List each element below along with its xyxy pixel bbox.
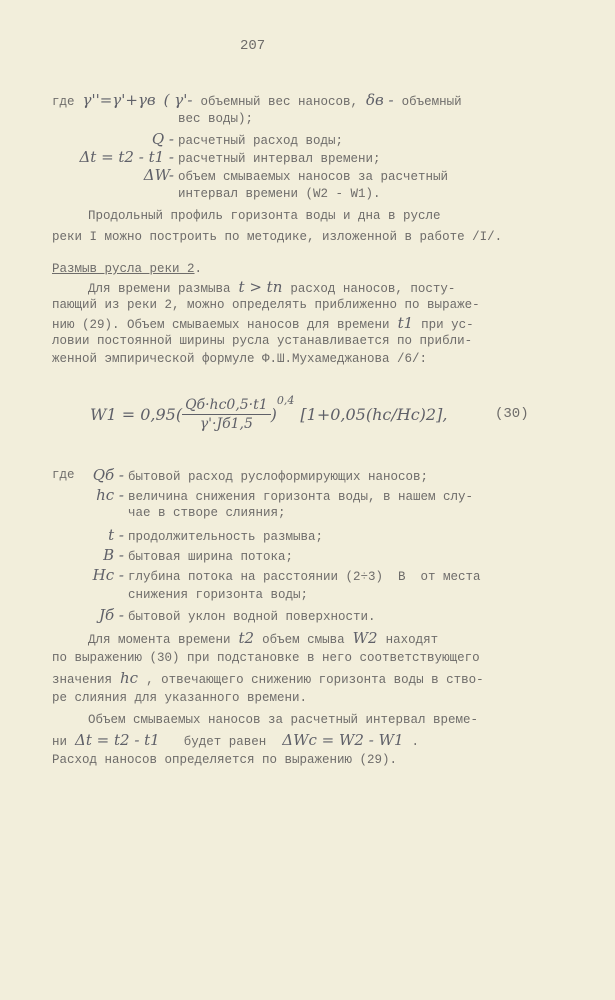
definition-item [84, 505, 286, 521]
equation-numerator: Qб·hc0,5·t1 [182, 396, 271, 415]
paragraph-line: реки I можно построить по методике, изложенной в работе /I/. [52, 230, 503, 244]
definition-text: бытовой расход руслоформирующих наносов; [128, 470, 429, 484]
paragraph-text: находят [385, 633, 439, 647]
paragraph-text: Для момента времени [88, 633, 231, 647]
equation-close-paren: ) [270, 404, 277, 424]
gamma-row [52, 92, 462, 108]
paragraph-line: Объем смываемых наносов за расчетный интервал време- [88, 713, 479, 727]
definition-text: снижения горизонта воды; [128, 588, 309, 602]
definition-symbol: B - [103, 546, 124, 564]
paragraph-text: при ус- [421, 318, 474, 332]
equation-comma: , [442, 404, 448, 424]
definition-text: бытовой уклон водной поверхности. [128, 610, 376, 624]
dw-text: объем смываемых наносов за расчетный [178, 170, 449, 184]
equation-power: 0,4 [276, 394, 295, 407]
page-number: 207 [240, 38, 266, 54]
gamma-formula: γ''=γ'+γв [82, 91, 156, 109]
math-inline: t1 [397, 314, 414, 332]
definition-text: бытовая ширина потока; [128, 550, 294, 564]
math-inline: Δt = t2 - t1 [75, 731, 160, 749]
gammaw-symbol: δв - [365, 91, 394, 109]
paragraph-text: ни [52, 735, 68, 749]
definition-symbol: hc - [96, 486, 124, 504]
paragraph-row [52, 732, 419, 748]
equation-lhs: W1 = 0,95( [90, 404, 183, 424]
section-heading-text: Размыв русла реки 2 [52, 262, 195, 276]
dw-row [50, 167, 448, 183]
paragraph-row [88, 630, 438, 646]
q-symbol: Q - [151, 130, 174, 148]
dt-row [50, 149, 381, 165]
paragraph-row [88, 279, 455, 295]
gamma1-text: объемный вес наносов, [200, 95, 358, 109]
dw-text2: интервал времени (W2 - W1). [178, 187, 381, 201]
math-inline: W2 [352, 629, 378, 647]
math-inline: ΔWc = W2 - W1 [282, 731, 404, 749]
math-inline: hc [120, 669, 139, 687]
definition-item [84, 487, 473, 503]
definition-item [84, 567, 481, 583]
equation-bracket: [1+0,05(hc/Hc)2] [300, 404, 443, 424]
paragraph-text: , отвечающего снижению горизонта воды в ство- [146, 673, 484, 687]
definition-symbol: Jб - [98, 606, 124, 624]
heading-dot: . [194, 262, 203, 276]
q-row [50, 131, 343, 147]
paragraph-line: Продольный профиль горизонта воды и дна в русле [88, 209, 441, 223]
paragraph-text: объем смыва [262, 633, 345, 647]
math-inline: t2 [238, 629, 255, 647]
math-inline: t > tп [238, 278, 283, 296]
definition-text: чае в створе слияния; [128, 506, 286, 520]
definition-text: глубина потока на расстоянии (2÷3) B от места [128, 570, 481, 584]
gamma1-symbol: ( γ'- [163, 91, 193, 109]
definition-symbol: Hc - [92, 566, 124, 584]
paragraph-line: ре слияния для указанного времени. [52, 691, 308, 705]
paragraph-text: значения [52, 673, 113, 687]
equation-30 [90, 392, 447, 436]
paragraph-line: по выражению (30) при подстановке в него соответствующего [52, 651, 480, 665]
definition-text: продолжительность размыва; [128, 530, 324, 544]
paragraph-text: будет равен [183, 735, 267, 749]
definition-symbol: t - [108, 526, 124, 544]
section-heading [52, 261, 202, 277]
q-text: расчетный расход воды; [178, 134, 344, 148]
paragraph-line: пающий из реки 2, можно определять приближенно по выраже- [52, 298, 480, 312]
equation-fraction [182, 396, 271, 433]
dt-symbol: Δt = t2 - t1 - [79, 148, 174, 166]
dt-text: расчетный интервал времени; [178, 152, 381, 166]
gammaw-text: объемный [401, 95, 462, 109]
definition-text: величина снижения горизонта воды, в нашем слу- [128, 490, 474, 504]
paragraph-text: . [411, 735, 420, 749]
definition-item [84, 467, 428, 483]
paragraph-line: ловии постоянной ширины русла устанавливается по прибли- [52, 334, 473, 348]
paragraph-line: женной эмпирической формуле Ф.Ш.Мухамеджанова /6/: [52, 352, 428, 366]
paragraph-text: Для времени размыва [88, 282, 231, 296]
dw-symbol: ΔW- [143, 166, 174, 184]
definition-item [84, 587, 308, 603]
where-label: где [52, 95, 75, 109]
gammaw-text2: вес воды); [178, 112, 254, 126]
paragraph-row [52, 315, 474, 331]
definition-item [84, 607, 376, 623]
paragraph-line: Расход наносов определяется по выражению (29). [52, 753, 398, 767]
paragraph-text: расход наносов, посту- [290, 282, 456, 296]
equation-number: (30) [495, 406, 529, 422]
definition-symbol: Qб - [92, 466, 124, 484]
paragraph-row [52, 670, 484, 686]
paragraph-text: нию (29). Объем смываемых наносов для времени [52, 318, 390, 332]
definition-item [84, 547, 293, 563]
where-label: где [52, 468, 75, 482]
equation-denominator: γ'·Jб1,5 [199, 415, 253, 432]
definition-item [84, 527, 323, 543]
